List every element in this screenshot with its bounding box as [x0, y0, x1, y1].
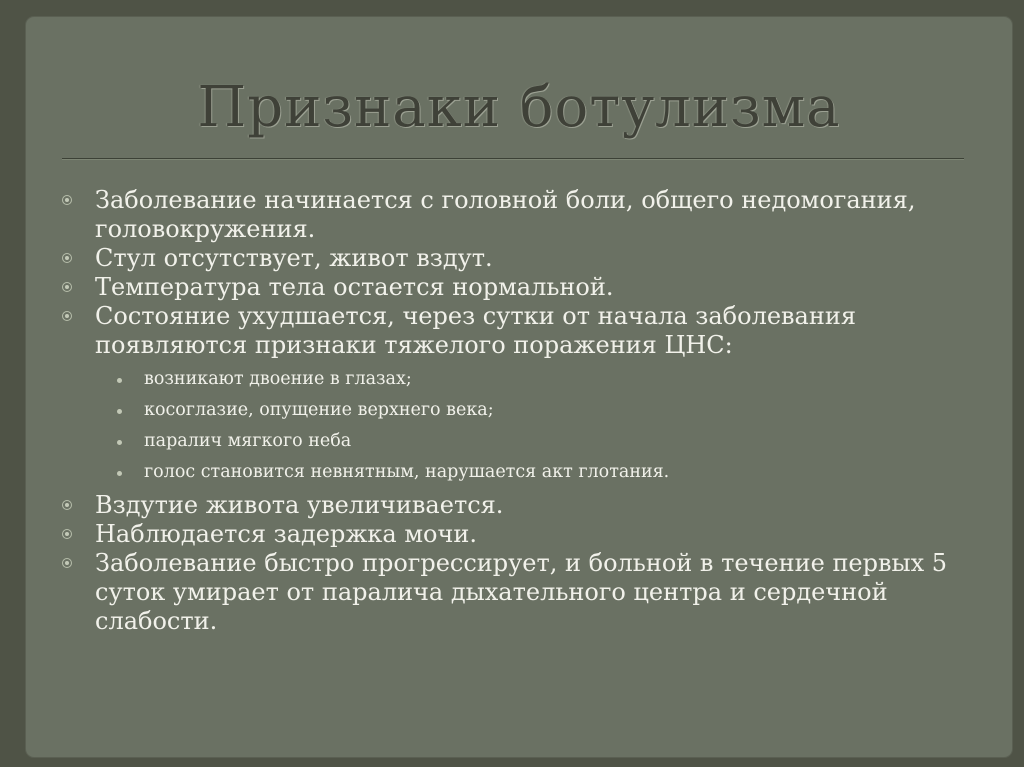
list-item-text: Заболевание начинается с головной боли, общего недомогания, головокружения. — [95, 186, 916, 243]
slide-title: Признаки ботулизма — [197, 75, 841, 140]
slide — [26, 17, 1012, 757]
list-item-text: Вздутие живота увеличивается. — [95, 491, 504, 519]
list-item-text: Заболевание быстро прогрессирует, и больной в течение первых 5 суток умирает от паралича дыхательного центра и сердечной слабости. — [95, 549, 948, 635]
list-item — [60, 549, 980, 636]
circle-bullet-icon — [62, 558, 72, 568]
list-item-text: Температура тела остается нормальной. — [95, 273, 614, 301]
sub-list-item-text: голос становится невнятным, нарушается акт глотания. — [144, 462, 670, 482]
title-divider — [62, 158, 964, 160]
dot-bullet-icon — [117, 378, 122, 383]
circle-bullet-icon — [62, 529, 72, 539]
list-item — [60, 186, 980, 244]
circle-bullet-icon — [62, 311, 72, 321]
list-item — [60, 520, 980, 549]
circle-bullet-icon — [62, 253, 72, 263]
dot-bullet-icon — [117, 471, 122, 476]
list-item-text: Состояние ухудшается, через сутки от начала заболевания появляются признаки тяжелого поражения ЦНС: — [95, 302, 856, 359]
list-item — [60, 244, 980, 273]
circle-bullet-icon — [62, 195, 72, 205]
sub-list-item — [60, 426, 980, 457]
list-item — [60, 302, 980, 360]
circle-bullet-icon — [62, 282, 72, 292]
list-item — [60, 273, 980, 302]
list-item-text: Стул отсутствует, живот вздут. — [95, 244, 493, 272]
sub-list-item-text: паралич мягкого неба — [144, 431, 352, 451]
sub-list-item — [60, 395, 980, 426]
sub-list — [60, 364, 980, 488]
sub-list-item-text: косоглазие, опущение верхнего века; — [144, 400, 494, 420]
sub-list-item — [60, 364, 980, 395]
bullet-list — [60, 186, 980, 636]
dot-bullet-icon — [117, 440, 122, 445]
dot-bullet-icon — [117, 409, 122, 414]
circle-bullet-icon — [62, 500, 72, 510]
sub-list-item-text: возникают двоение в глазах; — [144, 369, 412, 389]
list-item — [60, 491, 980, 520]
list-item-text: Наблюдается задержка мочи. — [95, 520, 477, 548]
sub-list-item — [60, 457, 980, 488]
